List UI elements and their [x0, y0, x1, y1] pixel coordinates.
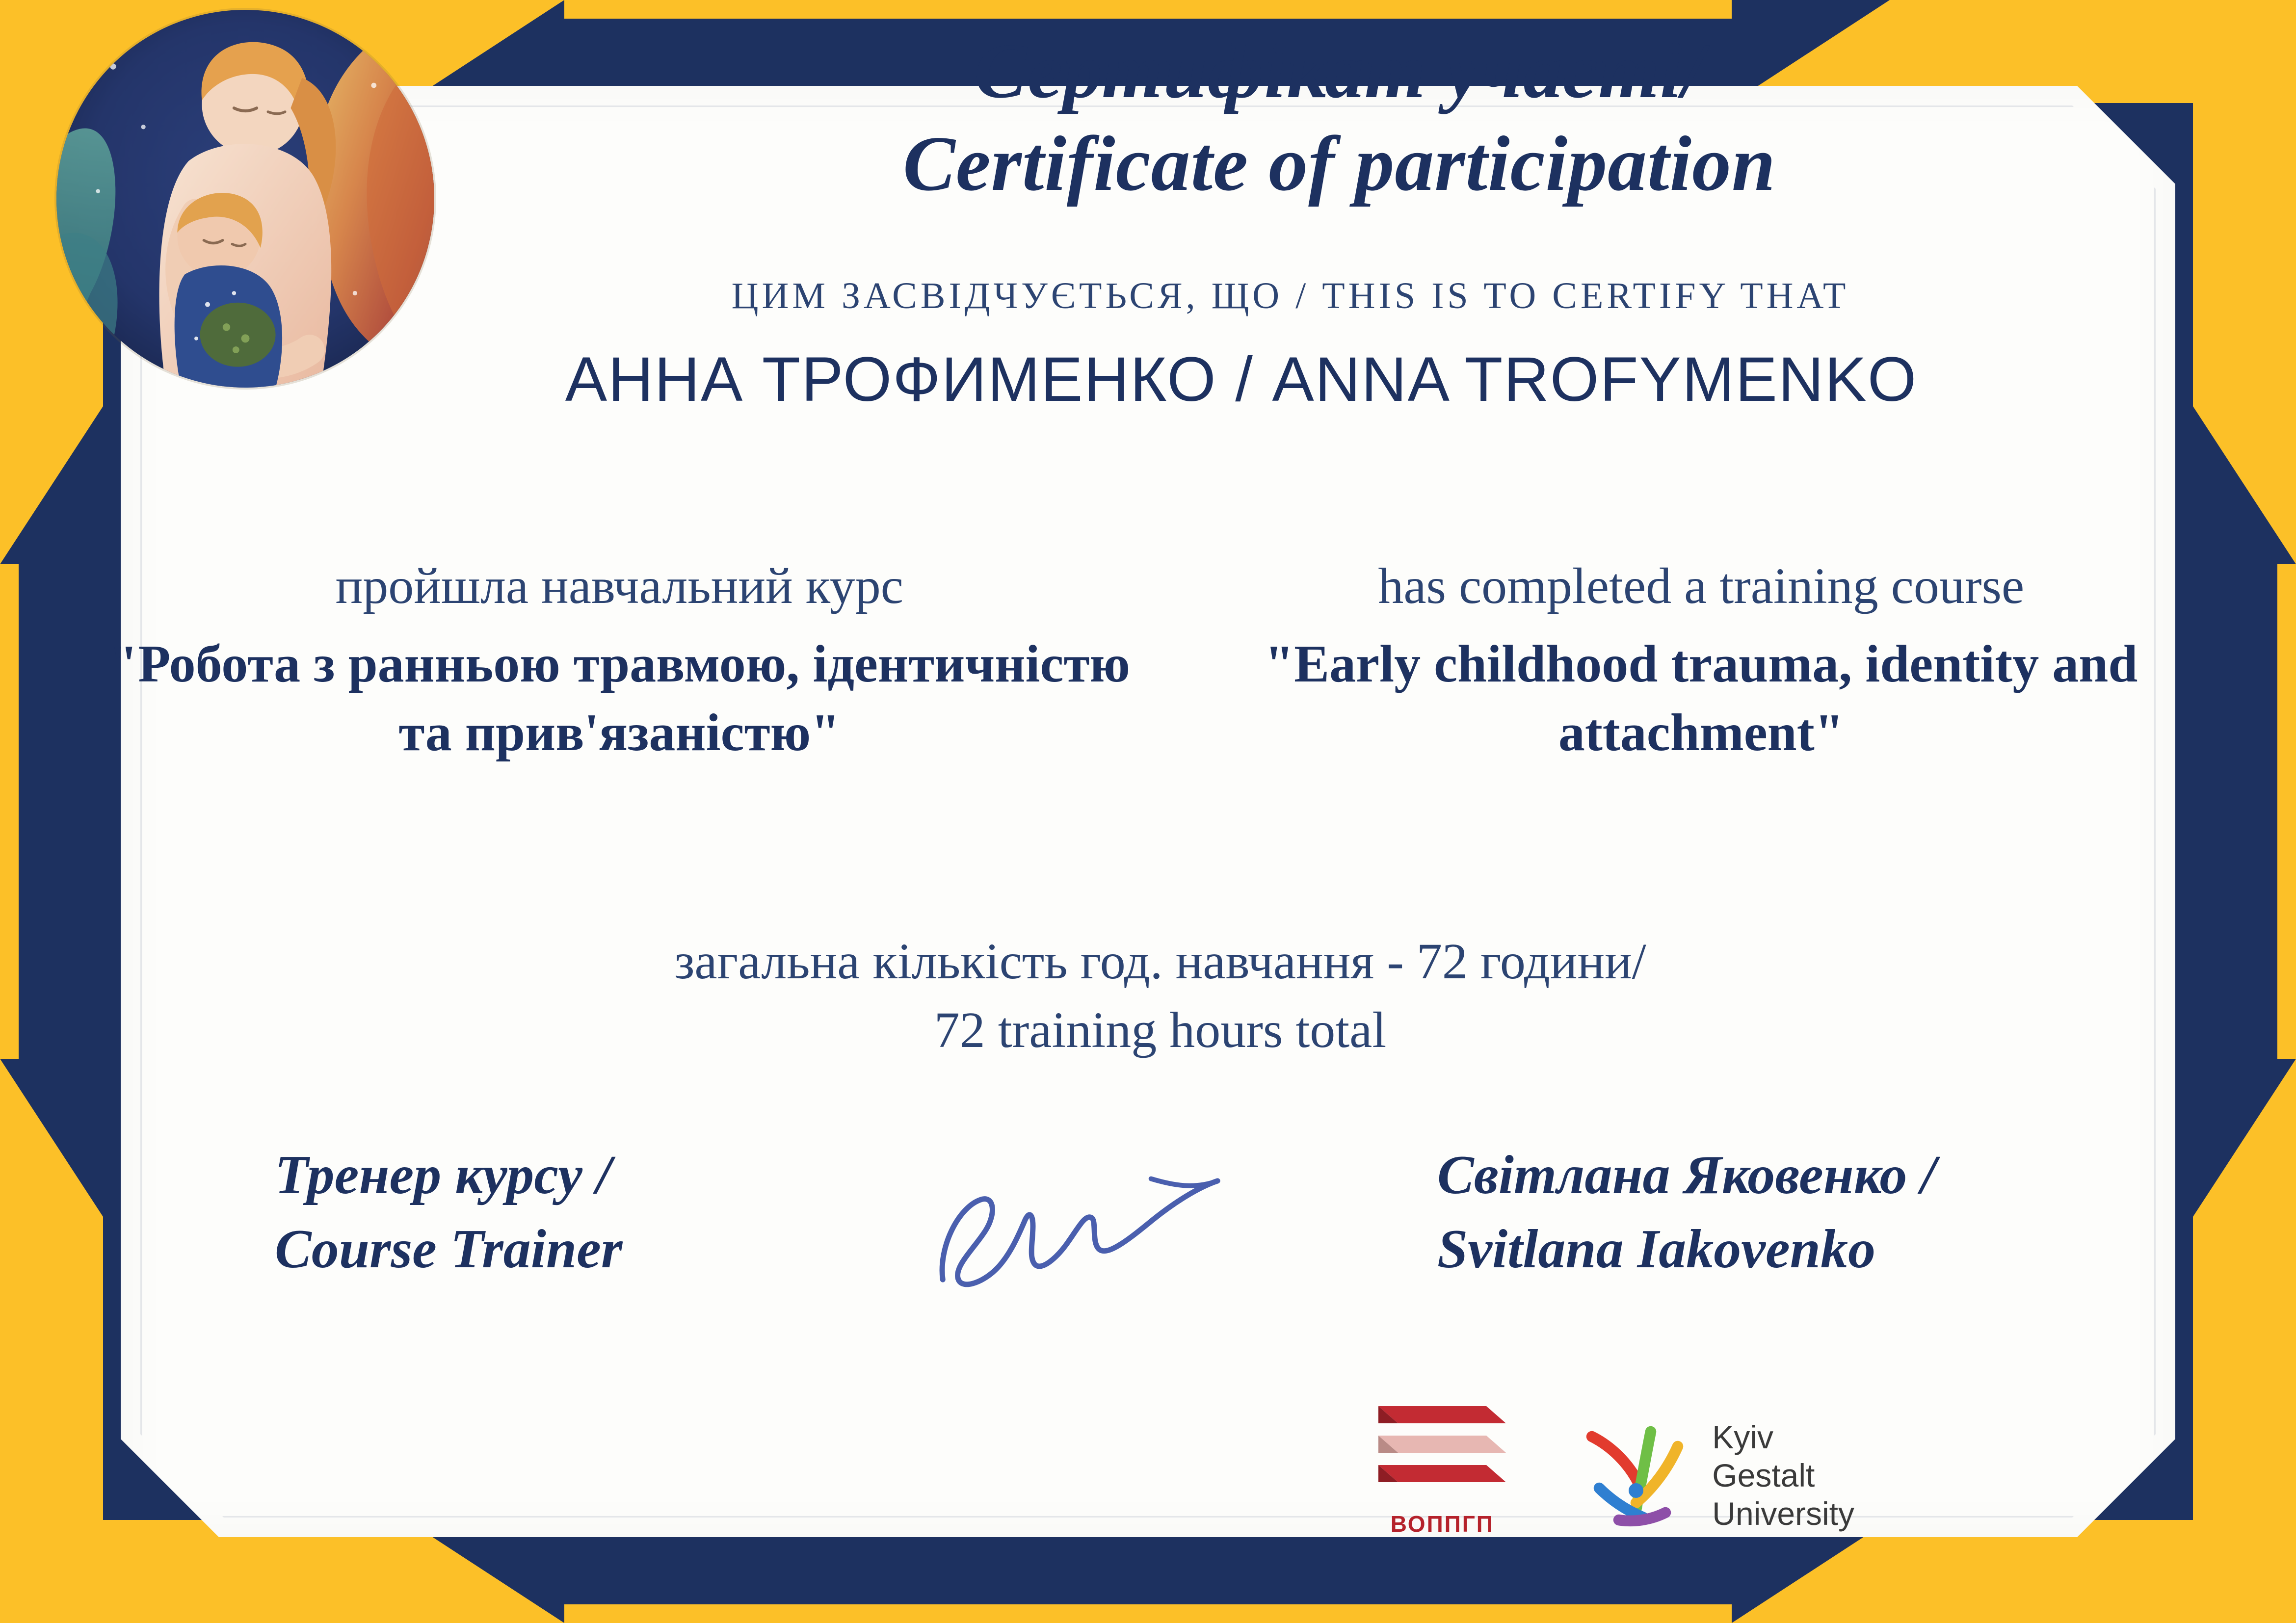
signer-name-en: Svitlana Iakovenko [1437, 1219, 1875, 1280]
kgu-line-2: Gestalt [1712, 1457, 1815, 1494]
signature-label-uk: Тренер курсу / [275, 1145, 611, 1205]
course-column-en [1170, 554, 2233, 768]
certificate-title-line2: Certificate of participation [903, 119, 1776, 207]
mother-and-child-illustration-icon [56, 10, 434, 388]
signer-name [1437, 1138, 2149, 1286]
handwritten-signature-icon [930, 1153, 1273, 1303]
training-hours [196, 927, 2124, 1065]
kgu-line-1: Kyiv [1712, 1419, 1773, 1456]
course-column-uk [88, 554, 1151, 768]
logo-row [1369, 1394, 1854, 1537]
voppgp-logo [1369, 1394, 1516, 1537]
certificate-title [442, 25, 2237, 210]
signer-name-uk: Світлана Яковенко / [1437, 1145, 1936, 1205]
voppgp-logo-caption: ВОППГП [1390, 1511, 1494, 1537]
certify-statement: ЦИМ ЗАСВІДЧУЄТЬСЯ, ЩО / THIS IS TO CERTIFY THAT [731, 275, 1849, 316]
kgu-line-3: University [1712, 1495, 1854, 1532]
course-lead-uk: пройшла навчальний курс [335, 558, 903, 614]
course-columns [88, 554, 2232, 768]
kyiv-gestalt-university-text [1712, 1418, 1854, 1533]
course-lead-en: has completed a training course [1378, 558, 2025, 614]
recipient-name: АННА ТРОФИМЕНКО / ANNA TROFYMENKO [565, 344, 1918, 415]
signature-row [275, 1138, 2149, 1303]
training-hours-en: 72 training hours total [934, 1002, 1387, 1059]
course-title-uk: "Робота з ранньою травмою, ідентичністю та прив'язаністю" [108, 635, 1131, 762]
kyiv-gestalt-university-logo [1575, 1414, 1854, 1537]
course-title-en: "Early childhood trauma, identity and attachment" [1265, 635, 2138, 762]
signature-label-en: Course Trainer [275, 1219, 623, 1280]
signature-label [275, 1138, 765, 1286]
training-hours-uk: загальна кількість год. навчання - 72 години/ [674, 933, 1646, 990]
certificate-title-line1: Сертифікат участі/ [974, 27, 1705, 114]
